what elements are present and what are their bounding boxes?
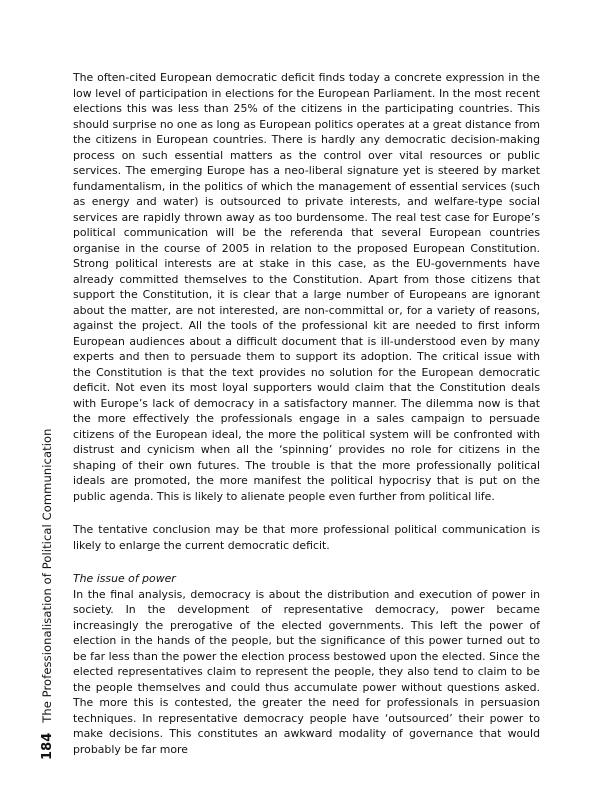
body-text bbox=[73, 70, 540, 757]
paragraph-spacer bbox=[73, 504, 540, 522]
paragraph-conclusion: The tentative conclusion may be that more professional political communication is likely to enlarge the current democratic deficit. bbox=[73, 523, 540, 552]
running-head-title: The Professionalisation of Political Communication bbox=[40, 428, 54, 723]
page-number: 184 bbox=[40, 732, 55, 760]
section-heading: The issue of power bbox=[73, 572, 176, 585]
paragraph-issue-of-power: In the final analysis, democracy is about the distribution and execution of power in society. In the development of representative democracy, power became increasingly the prerogative of the elected governments. This left the power of election in the hands of the people, but the significance of this power turned out to be far less than the power the election process bestowed upon the elected. Since the elected representatives claim to represent the people, they also tend to claim to be the people themselves and could thus accumulate power without questions asked. The more this is contested, the greater the need for professionals in persuasion techniques. In representative democracy people have ‘outsourced’ their power to make decisions. This constitutes an awkward modality of governance that would probably be far more bbox=[73, 587, 540, 756]
paragraph-spacer bbox=[73, 553, 540, 571]
paragraph-democratic-deficit: The often-cited European democratic deficit finds today a concrete expression in the low level of participation in elections for the European Parliament. In the most recent elections this was less than 25% of the citizens in the participating countries. This should surprise no one as long as European politics operates at a great distance from the citizens in European countries. There is hardly any democratic decision-making process on such essential matters as the control over vital resources or public services. The emerging Europe has a neo-liberal signature yet is steered by market fundamentalism, in the politics of which the management of essential services (such as energy and water) is outsourced to private interests, and welfare-type social services are rapidly thrown away as too burdensome. The real test case for Europe’s political communication will be the referenda that several European countries organise in the course of 2005 in relation to the proposed European Constitution. Strong political interests are at stake in this case, as the EU-governments have already committed themselves to the Constitution. Apart from those citizens that support the Constitution, it is clear that a large number of Europeans are ignorant about the matter, are not interested, are non-committal or, for a variety of reasons, against the project. All the tools of the professional kit are needed to first inform European audiences about a difficult document that is ill-understood even by many experts and then to persuade them to support its adoption. The critical issue with the Constitution is that the text provides no solution for the European democratic deficit. Not even its most loyal supporters would claim that the Constitution deals with Europe’s lack of democracy in a satisfactory manner. The dilemma now is that the more effectively the professionals engage in a sales campaign to persuade citizens of the European ideal, the more the political system will be confronted with distrust and cynicism when all the ‘spinning’ provides no role for citizens in the shaping of their own futures. The trouble is that the more professionally political ideals are promoted, the more manifest the political hypocrisy that is put on the public agenda. This is likely to alienate people even further from political life. bbox=[73, 71, 540, 503]
running-head bbox=[40, 428, 55, 760]
